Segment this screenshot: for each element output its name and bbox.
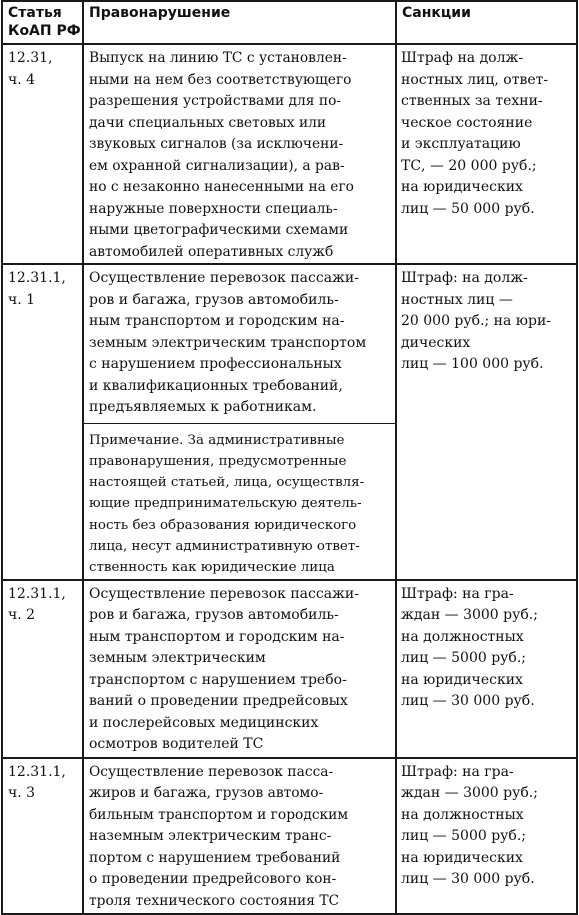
sanction-line: Штраф: на гра- bbox=[401, 585, 514, 602]
sanction-line: Штраф: на гра- bbox=[401, 763, 514, 780]
header-violation-label: Правонарушение bbox=[89, 5, 231, 21]
violation-line: Осуществление перевозок пасса- bbox=[89, 763, 334, 780]
table-row bbox=[2, 758, 577, 914]
violation-line: но с незаконно нанесенными на его bbox=[89, 179, 354, 195]
violation-line: Выпуск на линию ТС с установлен- bbox=[89, 50, 347, 66]
violation-line: троля технического состояния ТС bbox=[89, 892, 340, 909]
article-cell bbox=[2, 44, 83, 264]
sanction-line: Штраф: на долж- bbox=[401, 270, 528, 286]
header-sanctions-label: Санкции bbox=[402, 5, 471, 21]
violation-line: ным транспортом и городским на- bbox=[89, 628, 345, 645]
header-sanctions bbox=[396, 1, 577, 44]
article-line: ч. 4 bbox=[8, 71, 36, 88]
article-line: ч. 1 bbox=[8, 291, 36, 308]
note-line: Примечание. За административные bbox=[89, 432, 345, 448]
violation-line: наружные поверхности специаль- bbox=[89, 200, 338, 217]
article-line: 12.31.1, bbox=[8, 585, 66, 602]
violation-line: разрешения устройствами для по- bbox=[89, 93, 342, 109]
note-line: правонарушения, предусмотренные bbox=[89, 453, 347, 469]
sanction-line: лиц — 5000 руб.; bbox=[401, 828, 527, 845]
header-article bbox=[2, 1, 83, 44]
article-line: ч. 3 bbox=[8, 785, 36, 802]
violation-line: земным электрическим транспортом bbox=[89, 334, 367, 351]
violation-line: автомобилей оперативных служб bbox=[89, 243, 334, 260]
violation-line: Осуществление перевозок пассажи- bbox=[89, 270, 359, 286]
article-cell bbox=[2, 264, 83, 580]
sanction-line: ТС, — 20 000 руб.; bbox=[401, 157, 537, 174]
table-row bbox=[2, 264, 577, 580]
sanction-line: ческое состояние bbox=[401, 114, 533, 131]
sanctions-cell bbox=[396, 758, 577, 914]
violation-line: дачи специальных световых или bbox=[89, 114, 327, 131]
sanctions-cell bbox=[396, 44, 577, 264]
sanction-line: лиц — 5000 руб.; bbox=[401, 650, 527, 667]
article-line: ч. 2 bbox=[8, 607, 36, 624]
violation-cell bbox=[83, 264, 396, 580]
sanction-line: ждан — 3000 руб.; bbox=[401, 607, 538, 624]
sanction-line: на юридических bbox=[401, 671, 523, 688]
violation-line: ными на нем без соответствующего bbox=[89, 71, 352, 88]
violation-cell bbox=[83, 44, 396, 264]
sanction-line: лиц — 50 000 руб. bbox=[401, 200, 535, 217]
article-cell bbox=[2, 758, 83, 914]
sanction-line: ственных за техни- bbox=[401, 93, 543, 109]
violation-line: портом с нарушением требований bbox=[89, 849, 341, 866]
violation-line: ным транспортом и городским на- bbox=[89, 313, 345, 329]
header-article-line: Статья bbox=[8, 5, 62, 21]
violation-line: ными цветографическими схемами bbox=[89, 222, 349, 238]
violation-line: земным электрическим bbox=[89, 650, 266, 667]
sanction-line: лиц — 30 000 руб. bbox=[401, 693, 535, 710]
header-article-line: КоАП РФ bbox=[8, 23, 81, 39]
table-header-row bbox=[2, 1, 577, 44]
violation-line: ров и багажа, грузов автомобиль- bbox=[89, 607, 339, 624]
header-violation bbox=[83, 1, 396, 44]
violation-line: ров и багажа, грузов автомобиль- bbox=[89, 291, 339, 308]
sanction-line: ждан — 3000 руб.; bbox=[401, 785, 538, 802]
violation-line: о проведении предрейсового кон- bbox=[89, 871, 337, 888]
sanctions-cell bbox=[396, 264, 577, 580]
article-line: 12.31.1, bbox=[8, 763, 66, 780]
violation-line: ваний о проведении предрейсовых bbox=[89, 693, 348, 710]
note-divider bbox=[84, 423, 395, 424]
article-cell bbox=[2, 580, 83, 758]
violation-line: звуковых сигналов (за исключени- bbox=[89, 136, 344, 152]
violation-line: с нарушением профессиональных bbox=[89, 356, 342, 372]
note-line: настоящей статьей, лица, осуществля- bbox=[89, 475, 365, 491]
article-line: 12.31.1, bbox=[8, 270, 66, 286]
sanction-line: на юридических bbox=[401, 849, 523, 866]
violation-line: осмотров водителей ТС bbox=[89, 736, 264, 753]
sanction-line: на должностных bbox=[401, 628, 524, 645]
note-block bbox=[89, 430, 391, 579]
sanctions-cell bbox=[396, 580, 577, 758]
violation-line: и послерейсовых медицинских bbox=[89, 714, 319, 731]
violation-cell bbox=[83, 758, 396, 914]
violation-cell bbox=[83, 580, 396, 758]
note-line: лица, несут административную ответ- bbox=[89, 538, 360, 554]
violation-line: наземным электрическим транс- bbox=[89, 828, 332, 845]
note-line: ственность как юридические лица bbox=[89, 560, 335, 576]
sanction-line: 20 000 руб.; на юри- bbox=[401, 313, 552, 329]
violation-line: жиров и багажа, грузов автомо- bbox=[89, 785, 324, 802]
violation-line: бильным транспортом и городским bbox=[89, 806, 349, 823]
sanction-line: лиц — 100 000 руб. bbox=[401, 356, 544, 372]
violation-line: ем охранной сигнализации), а рав- bbox=[89, 157, 345, 174]
violations-table bbox=[1, 0, 578, 915]
sanction-line: ностных лиц, ответ- bbox=[401, 71, 549, 88]
note-line: ющие предпринимательскую деятель- bbox=[89, 496, 362, 512]
sanction-line: дических bbox=[401, 334, 471, 351]
table-row bbox=[2, 580, 577, 758]
violation-line: и квалификационных требований, bbox=[89, 377, 343, 394]
sanction-line: и эксплуатацию bbox=[401, 136, 521, 152]
violation-line: Осуществление перевозок пассажи- bbox=[89, 585, 359, 602]
sanction-line: лиц — 30 000 руб. bbox=[401, 871, 535, 888]
sanction-line: ностных лиц — bbox=[401, 291, 513, 308]
sanction-line: на юридических bbox=[401, 179, 523, 195]
article-line: 12.31, bbox=[8, 50, 53, 66]
sanction-line: на должностных bbox=[401, 806, 524, 823]
table-row bbox=[2, 44, 577, 264]
note-line: ность без образования юридического bbox=[89, 517, 357, 533]
sanction-line: Штраф на долж- bbox=[401, 50, 524, 66]
violation-line: транспортом с нарушением требо- bbox=[89, 671, 347, 688]
violation-line: предъявляемых к работникам. bbox=[89, 399, 317, 415]
